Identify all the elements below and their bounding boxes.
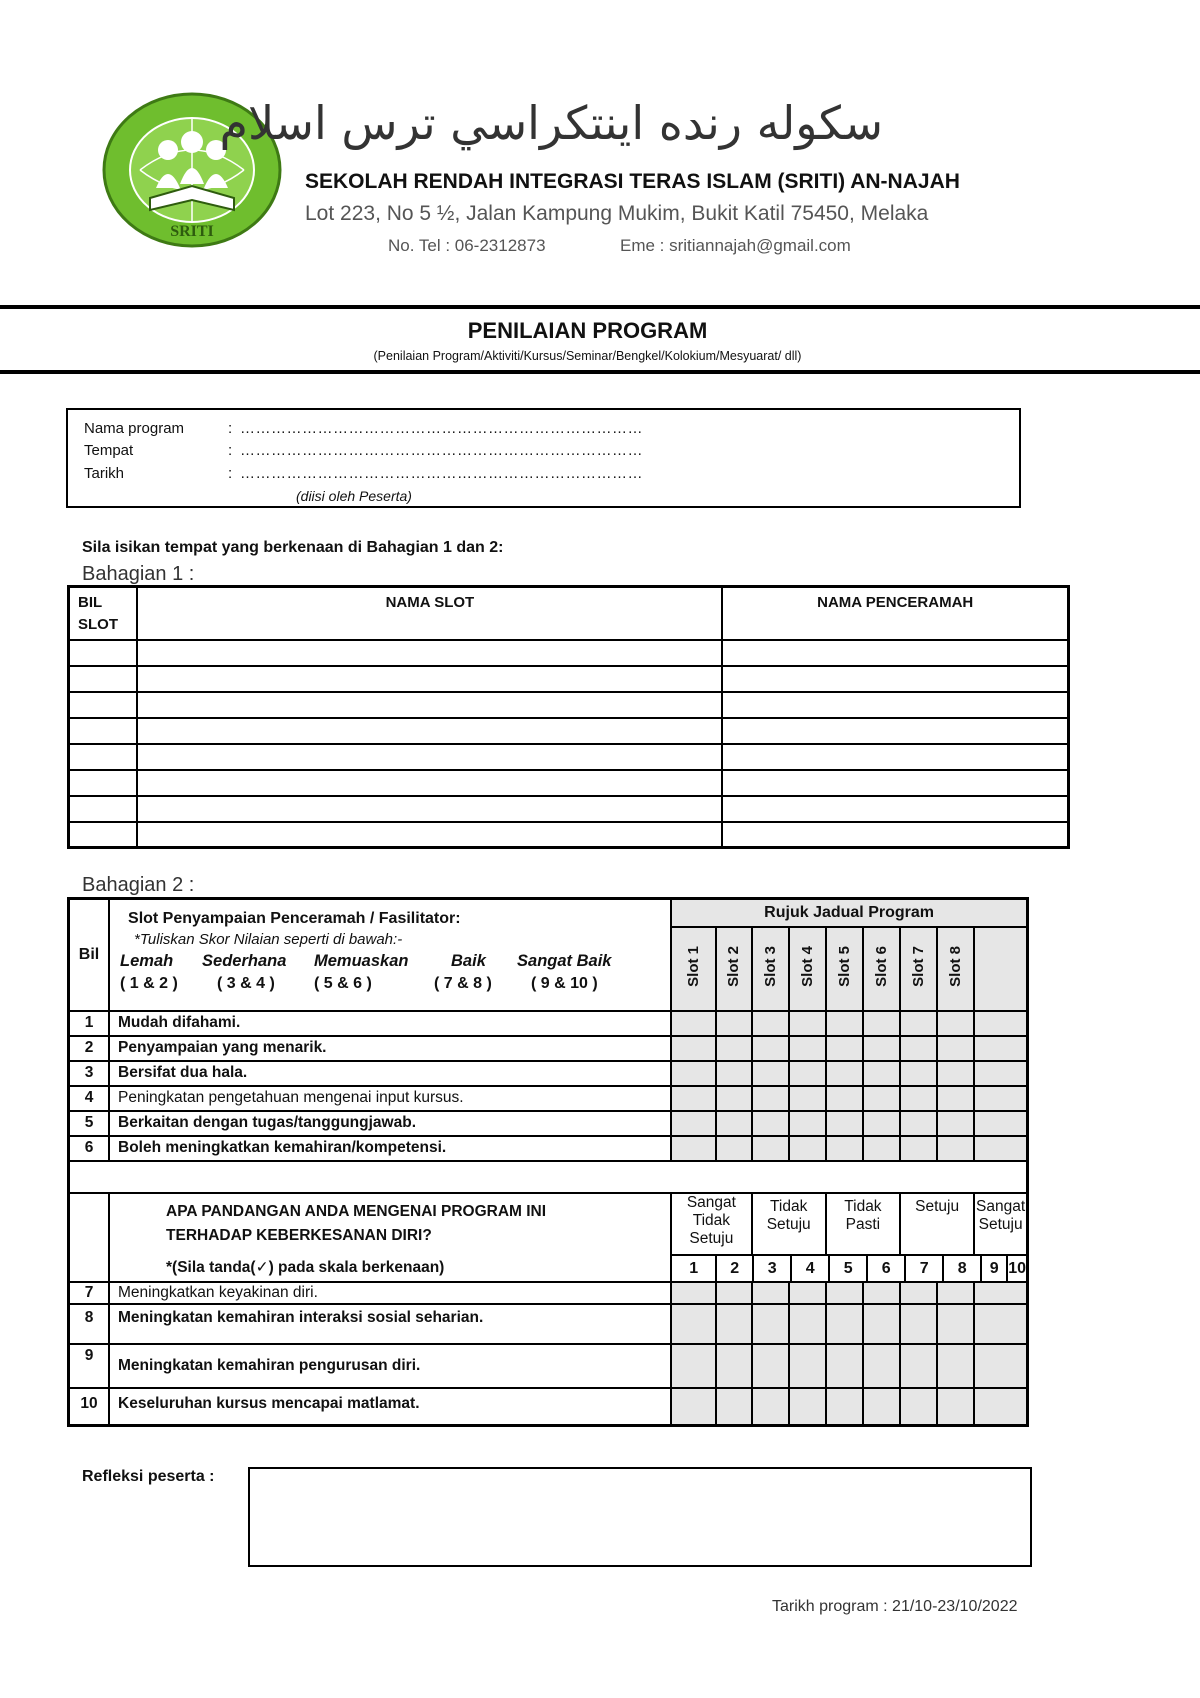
scale-label-tidak-setuju: Tidak Setuju bbox=[752, 1193, 826, 1255]
cell-bil[interactable] bbox=[69, 744, 138, 770]
section-2-table bbox=[67, 897, 1029, 1427]
score-cell[interactable] bbox=[789, 1036, 826, 1061]
scale-cell[interactable] bbox=[716, 1282, 752, 1304]
cell-nama-slot[interactable] bbox=[137, 666, 722, 692]
cell-bil[interactable] bbox=[69, 640, 138, 666]
score-cell[interactable] bbox=[671, 1136, 715, 1161]
table-row bbox=[69, 666, 1069, 692]
header-rule-top bbox=[0, 305, 1200, 309]
scale-number: 4 bbox=[792, 1256, 830, 1281]
table-row bbox=[69, 1136, 1028, 1161]
scale-cell[interactable] bbox=[826, 1344, 863, 1388]
reflection-input-box[interactable] bbox=[248, 1467, 1032, 1567]
score-cell[interactable] bbox=[716, 1036, 752, 1061]
cell-nama-slot[interactable] bbox=[137, 796, 722, 822]
item-statement: Bersifat dua hala. bbox=[109, 1061, 671, 1086]
scale-cell[interactable] bbox=[789, 1304, 826, 1344]
item-statement: Meningkatan kemahiran interaksi sosial seharian. bbox=[109, 1304, 671, 1344]
slot-column-header bbox=[789, 927, 826, 1011]
score-cell[interactable] bbox=[900, 1036, 937, 1061]
table-row bbox=[69, 718, 1069, 744]
cell-penceramah[interactable] bbox=[722, 744, 1068, 770]
header-nama-slot: NAMA SLOT bbox=[137, 587, 722, 640]
slot-column-header bbox=[826, 927, 863, 1011]
scale-number: 5 bbox=[830, 1256, 868, 1281]
score-note: *Tuliskan Skor Nilaian seperti di bawah:- bbox=[134, 931, 403, 948]
place-field[interactable]: …………………………………………………………………… bbox=[240, 442, 643, 459]
cell-penceramah[interactable] bbox=[722, 640, 1068, 666]
rating-name-baik: Baik bbox=[451, 952, 486, 970]
score-cell[interactable] bbox=[863, 1111, 900, 1136]
score-cell[interactable] bbox=[789, 1061, 826, 1086]
scale-cell[interactable] bbox=[900, 1344, 937, 1388]
question-line-2: TERHADAP KEBERKESANAN DIRI? bbox=[166, 1226, 432, 1244]
field-label-date: Tarikh bbox=[84, 465, 125, 482]
score-cell[interactable] bbox=[900, 1011, 937, 1036]
rating-name-sederhana: Sederhana bbox=[202, 952, 287, 970]
slot-column-header-empty bbox=[974, 927, 1027, 1011]
item-statement: Peningkatan pengetahuan mengenai input kursus. bbox=[109, 1086, 671, 1111]
table-row bbox=[69, 692, 1069, 718]
program-name-field[interactable]: …………………………………………………………………… bbox=[240, 420, 643, 437]
scale-cell[interactable] bbox=[863, 1304, 900, 1344]
cell-bil[interactable] bbox=[69, 666, 138, 692]
table-row bbox=[69, 770, 1069, 796]
field-label-place: Tempat bbox=[84, 442, 134, 459]
cell-penceramah[interactable] bbox=[722, 822, 1068, 848]
score-cell[interactable] bbox=[863, 1011, 900, 1036]
scale-label-tidak-pasti: Tidak Pasti bbox=[826, 1193, 900, 1255]
cell-bil[interactable] bbox=[69, 770, 138, 796]
scale-label-sangat-setuju: Sangat Setuju bbox=[974, 1193, 1027, 1255]
rating-name-memuaskan: Memuaskan bbox=[314, 952, 409, 970]
score-cell[interactable] bbox=[752, 1111, 789, 1136]
score-cell[interactable] bbox=[937, 1136, 974, 1161]
score-cell[interactable] bbox=[900, 1136, 937, 1161]
program-info-box bbox=[66, 408, 1021, 508]
rating-range: ( 1 & 2 ) bbox=[120, 975, 178, 992]
table-row bbox=[69, 1282, 1028, 1304]
cell-nama-slot[interactable] bbox=[137, 822, 722, 848]
score-cell[interactable] bbox=[826, 1111, 863, 1136]
score-cell[interactable] bbox=[716, 1136, 752, 1161]
school-phone: No. Tel : 06-2312873 bbox=[388, 236, 546, 255]
slot-title: Slot Penyampaian Penceramah / Fasilitator: bbox=[128, 910, 461, 927]
cell-penceramah[interactable] bbox=[722, 718, 1068, 744]
score-cell[interactable] bbox=[826, 1136, 863, 1161]
score-cell[interactable] bbox=[752, 1061, 789, 1086]
score-cell[interactable] bbox=[937, 1111, 974, 1136]
score-cell[interactable] bbox=[974, 1011, 1027, 1036]
scale-numbers-cell bbox=[671, 1255, 1027, 1282]
slot-label: Slot 1 bbox=[684, 945, 702, 987]
scale-cell[interactable] bbox=[863, 1282, 900, 1304]
reflection-label: Refleksi peserta : bbox=[82, 1468, 215, 1485]
score-cell[interactable] bbox=[900, 1111, 937, 1136]
table-row bbox=[69, 1036, 1028, 1061]
item-statement: Mudah difahami. bbox=[109, 1011, 671, 1036]
table-row bbox=[69, 1061, 1028, 1086]
rating-range: ( 5 & 6 ) bbox=[314, 975, 372, 992]
header-bil-slot bbox=[69, 587, 138, 640]
cell-nama-slot[interactable] bbox=[137, 744, 722, 770]
field-colon: : bbox=[228, 420, 233, 437]
scale-cell[interactable] bbox=[974, 1344, 1027, 1388]
item-statement: Boleh meningkatkan kemahiran/kompetensi. bbox=[109, 1136, 671, 1161]
scale-cell[interactable] bbox=[974, 1304, 1027, 1344]
item-number: 1 bbox=[69, 1011, 110, 1036]
table-row bbox=[69, 1388, 1028, 1426]
table-row bbox=[69, 822, 1069, 848]
section-1-table bbox=[67, 585, 1070, 849]
scale-number: 1 bbox=[672, 1256, 717, 1281]
score-cell[interactable] bbox=[671, 1036, 715, 1061]
scale-cell[interactable] bbox=[671, 1344, 715, 1388]
scale-cell[interactable] bbox=[671, 1304, 715, 1344]
document-title: PENILAIAN PROGRAM bbox=[467, 318, 708, 343]
effectiveness-question bbox=[109, 1193, 671, 1255]
score-cell[interactable] bbox=[671, 1111, 715, 1136]
scale-cell[interactable] bbox=[671, 1282, 715, 1304]
field-label-program: Nama program bbox=[84, 420, 185, 437]
item-statement: Meningkatan kemahiran pengurusan diri. bbox=[109, 1344, 671, 1388]
score-cell[interactable] bbox=[974, 1061, 1027, 1086]
score-cell[interactable] bbox=[974, 1086, 1027, 1111]
question-line-1: APA PANDANGAN ANDA MENGENAI PROGRAM INI bbox=[166, 1202, 547, 1220]
slot-column-header bbox=[863, 927, 900, 1011]
document-subtitle: (Penilaian Program/Aktiviti/Kursus/Seminar/Bengkel/Kolokium/Mesyuarat/ dll) bbox=[373, 349, 802, 363]
item-number: 10 bbox=[69, 1388, 110, 1426]
table-row bbox=[69, 640, 1069, 666]
score-cell[interactable] bbox=[752, 1136, 789, 1161]
scale-cell[interactable] bbox=[937, 1388, 974, 1426]
scale-number: 6 bbox=[868, 1256, 906, 1281]
cell-nama-slot[interactable] bbox=[137, 718, 722, 744]
rating-range: ( 3 & 4 ) bbox=[217, 975, 275, 992]
school-address: Lot 223, No 5 ½, Jalan Kampung Mukim, Bukit Katil 75450, Melaka bbox=[305, 202, 929, 225]
arabic-school-name: سكوله رنده اينتكراسي ترس اسلام bbox=[219, 96, 883, 150]
field-colon: : bbox=[228, 442, 233, 459]
scale-numbers-row bbox=[672, 1256, 1026, 1281]
item-statement: Berkaitan dengan tugas/tanggungjawab. bbox=[109, 1111, 671, 1136]
scale-cell[interactable] bbox=[826, 1304, 863, 1344]
slot-label: Slot 4 bbox=[798, 945, 816, 987]
item-statement: Keseluruhan kursus mencapai matlamat. bbox=[109, 1388, 671, 1426]
table-row bbox=[69, 1344, 1028, 1388]
cell-penceramah[interactable] bbox=[722, 692, 1068, 718]
slot-column-header bbox=[716, 927, 752, 1011]
slot-label: Slot 5 bbox=[835, 945, 853, 987]
score-cell[interactable] bbox=[974, 1111, 1027, 1136]
item-number: 5 bbox=[69, 1111, 110, 1136]
rating-name-sangat-baik: Sangat Baik bbox=[517, 952, 612, 970]
item-number: 4 bbox=[69, 1086, 110, 1111]
instruction-text: Sila isikan tempat yang berkenaan di Bahagian 1 dan 2: bbox=[82, 539, 504, 556]
table-row bbox=[69, 796, 1069, 822]
score-cell[interactable] bbox=[716, 1061, 752, 1086]
section-2-label: Bahagian 2 : bbox=[82, 874, 195, 896]
score-cell[interactable] bbox=[752, 1036, 789, 1061]
score-cell[interactable] bbox=[826, 1061, 863, 1086]
header-rujuk-jadual: Rujuk Jadual Program bbox=[671, 899, 1027, 927]
score-cell[interactable] bbox=[671, 1061, 715, 1086]
score-cell[interactable] bbox=[789, 1086, 826, 1111]
score-cell[interactable] bbox=[900, 1086, 937, 1111]
score-cell[interactable] bbox=[863, 1036, 900, 1061]
score-cell[interactable] bbox=[937, 1036, 974, 1061]
score-cell[interactable] bbox=[716, 1086, 752, 1111]
score-cell[interactable] bbox=[716, 1111, 752, 1136]
score-cell[interactable] bbox=[974, 1036, 1027, 1061]
scale-number: 3 bbox=[754, 1256, 792, 1281]
slot-label: Slot 3 bbox=[761, 945, 779, 987]
scale-cell[interactable] bbox=[863, 1388, 900, 1426]
header-rule-bottom bbox=[0, 370, 1200, 374]
scale-cell[interactable] bbox=[752, 1282, 789, 1304]
score-cell[interactable] bbox=[863, 1086, 900, 1111]
school-name: SEKOLAH RENDAH INTEGRASI TERAS ISLAM (SRITI) AN-NAJAH bbox=[305, 170, 960, 193]
scale-cell[interactable] bbox=[826, 1282, 863, 1304]
scale-cell[interactable] bbox=[974, 1388, 1027, 1426]
spacer-cell bbox=[69, 1161, 1028, 1193]
slot-label: Slot 2 bbox=[725, 945, 743, 987]
header-bil: BIL bbox=[78, 594, 103, 611]
scale-cell[interactable] bbox=[900, 1282, 937, 1304]
rating-names-row bbox=[120, 952, 670, 971]
scale-cell[interactable] bbox=[937, 1304, 974, 1344]
program-date: Tarikh program : 21/10-23/10/2022 bbox=[772, 1598, 1018, 1615]
spacer-row bbox=[69, 1161, 1028, 1193]
table-row bbox=[69, 1086, 1028, 1111]
scale-number: 7 bbox=[906, 1256, 944, 1281]
scale-cell[interactable] bbox=[671, 1388, 715, 1426]
scale-cell[interactable] bbox=[937, 1344, 974, 1388]
cell-penceramah[interactable] bbox=[722, 770, 1068, 796]
score-cell[interactable] bbox=[789, 1011, 826, 1036]
scale-cell[interactable] bbox=[752, 1388, 789, 1426]
scale-cell[interactable] bbox=[752, 1344, 789, 1388]
scale-label-sangat-tidak-setuju: Sangat Tidak Setuju bbox=[671, 1193, 751, 1255]
date-field[interactable]: …………………………………………………………………… bbox=[240, 465, 643, 482]
table-row bbox=[69, 1111, 1028, 1136]
cell-penceramah[interactable] bbox=[722, 796, 1068, 822]
scale-number: 10 bbox=[1008, 1259, 1026, 1277]
scale-number: 9 bbox=[982, 1256, 1008, 1281]
scale-cell[interactable] bbox=[716, 1388, 752, 1426]
scale-cell[interactable] bbox=[900, 1304, 937, 1344]
tick-instruction: *(Sila tanda(✓) pada skala berkenaan) bbox=[109, 1255, 671, 1282]
scale-label-setuju: Setuju bbox=[900, 1193, 974, 1255]
rating-name-lemah: Lemah bbox=[120, 952, 174, 970]
scale-cell[interactable] bbox=[716, 1344, 752, 1388]
rating-ranges-row bbox=[120, 975, 670, 993]
cell-bil[interactable] bbox=[69, 796, 138, 822]
slot-column-header bbox=[937, 927, 974, 1011]
scale-number: 2 bbox=[717, 1256, 754, 1281]
header-nama-penceramah: NAMA PENCERAMAH bbox=[722, 587, 1068, 640]
cell-nama-slot[interactable] bbox=[137, 640, 722, 666]
rating-range: ( 9 & 10 ) bbox=[531, 975, 598, 992]
cell-nama-slot[interactable] bbox=[137, 770, 722, 796]
field-colon: : bbox=[228, 465, 233, 482]
score-cell[interactable] bbox=[716, 1011, 752, 1036]
cell-nama-slot[interactable] bbox=[137, 692, 722, 718]
slot-column-header bbox=[671, 927, 715, 1011]
slot-label: Slot 7 bbox=[910, 945, 928, 987]
cell-bil[interactable] bbox=[69, 822, 138, 848]
item-statement: Penyampaian yang menarik. bbox=[109, 1036, 671, 1061]
item-number: 3 bbox=[69, 1061, 110, 1086]
scale-cell[interactable] bbox=[789, 1282, 826, 1304]
score-cell[interactable] bbox=[671, 1086, 715, 1111]
score-cell[interactable] bbox=[937, 1086, 974, 1111]
score-cell[interactable] bbox=[826, 1036, 863, 1061]
slot-column-header bbox=[752, 927, 789, 1011]
section-1-label: Bahagian 1 : bbox=[82, 563, 195, 585]
scale-cell[interactable] bbox=[937, 1282, 974, 1304]
slot-column-header bbox=[900, 927, 937, 1011]
header-slot: SLOT bbox=[78, 616, 118, 633]
score-cell[interactable] bbox=[826, 1011, 863, 1036]
table-row bbox=[69, 1304, 1028, 1344]
item-number: 9 bbox=[69, 1344, 110, 1388]
scale-cell[interactable] bbox=[752, 1304, 789, 1344]
scale-cell[interactable] bbox=[789, 1344, 826, 1388]
slot-label: Slot 8 bbox=[947, 945, 965, 987]
table-row bbox=[69, 744, 1069, 770]
score-cell[interactable] bbox=[863, 1136, 900, 1161]
score-cell[interactable] bbox=[937, 1011, 974, 1036]
header-slot-description bbox=[109, 899, 671, 1011]
score-cell[interactable] bbox=[752, 1086, 789, 1111]
rating-range: ( 7 & 8 ) bbox=[434, 975, 492, 992]
fill-by-participant-note: (diisi oleh Peserta) bbox=[296, 488, 412, 504]
score-cell[interactable] bbox=[863, 1061, 900, 1086]
cell-penceramah[interactable] bbox=[722, 666, 1068, 692]
score-cell[interactable] bbox=[826, 1086, 863, 1111]
question-bil-empty bbox=[69, 1193, 110, 1255]
item-number: 2 bbox=[69, 1036, 110, 1061]
score-cell[interactable] bbox=[974, 1136, 1027, 1161]
header-bil: Bil bbox=[69, 899, 110, 1011]
scale-cell[interactable] bbox=[789, 1388, 826, 1426]
table-row bbox=[69, 1011, 1028, 1036]
logo-text: SRITI bbox=[170, 223, 214, 240]
slot-label: Slot 6 bbox=[872, 945, 890, 987]
cell-bil[interactable] bbox=[69, 718, 138, 744]
cell-bil[interactable] bbox=[69, 692, 138, 718]
scale-cell[interactable] bbox=[826, 1388, 863, 1426]
item-statement: Meningkatkan keyakinan diri. bbox=[109, 1282, 671, 1304]
scale-cell[interactable] bbox=[974, 1282, 1027, 1304]
score-cell[interactable] bbox=[789, 1136, 826, 1161]
item-number: 6 bbox=[69, 1136, 110, 1161]
score-cell[interactable] bbox=[789, 1111, 826, 1136]
scale-cell[interactable] bbox=[716, 1304, 752, 1344]
scale-bil-empty bbox=[69, 1255, 110, 1282]
scale-cell[interactable] bbox=[863, 1344, 900, 1388]
item-number: 8 bbox=[69, 1304, 110, 1344]
score-cell[interactable] bbox=[900, 1061, 937, 1086]
score-cell[interactable] bbox=[937, 1061, 974, 1086]
item-number: 7 bbox=[69, 1282, 110, 1304]
scale-number: 8 bbox=[944, 1256, 982, 1281]
school-email: Eme : sritiannajah@gmail.com bbox=[620, 236, 851, 255]
scale-cell[interactable] bbox=[900, 1388, 937, 1426]
score-cell[interactable] bbox=[752, 1011, 789, 1036]
score-cell[interactable] bbox=[671, 1011, 715, 1036]
